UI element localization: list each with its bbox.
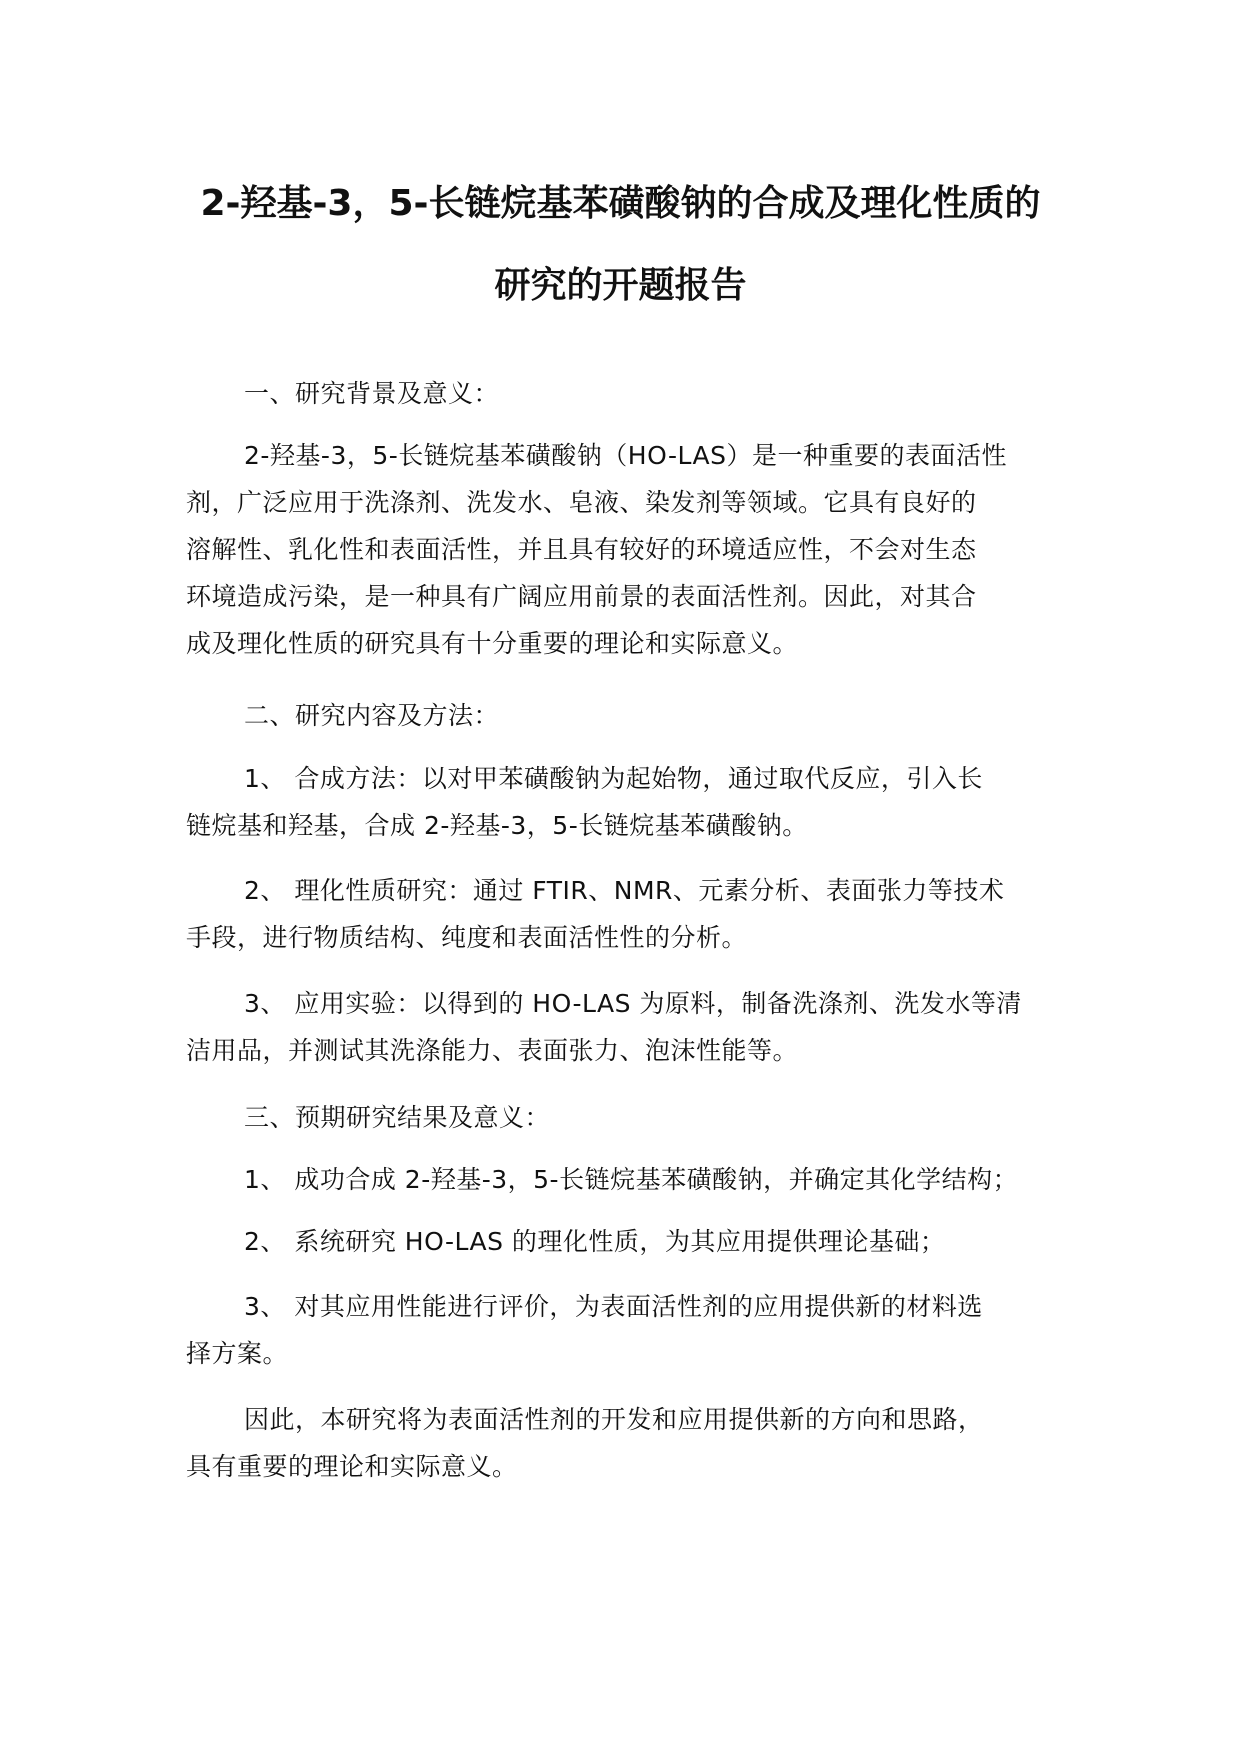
paragraph-line: 2、 理化性质研究：通过 FTIR、NMR、元素分析、表面张力等技术 [244, 876, 1005, 905]
paragraph-line: 剂，广泛应用于洗涤剂、洗发水、皂液、染发剂等领域。它具有良好的 [186, 488, 977, 517]
paragraph-line: 择方案。 [186, 1339, 289, 1368]
paragraph-line: 成及理化性质的研究具有十分重要的理论和实际意义。 [186, 629, 799, 658]
paragraph-line: 因此，本研究将为表面活性剂的开发和应用提供新的方向和思路， [244, 1405, 984, 1434]
paragraph-line: 溶解性、乳化性和表面活性，并且具有较好的环境适应性，不会对生态 [186, 535, 977, 564]
section-1-heading: 一、研究背景及意义： [244, 379, 500, 408]
section-3-heading: 三、预期研究结果及意义： [244, 1103, 551, 1132]
paragraph-line: 3、 对其应用性能进行评价，为表面活性剂的应用提供新的材料选 [244, 1292, 983, 1321]
section-3-item-1 [186, 1156, 1056, 1203]
document-title-line-1: 2-羟基-3，5-长链烷基苯磺酸钠的合成及理化性质的 [200, 183, 1041, 224]
paragraph-line: 2-羟基-3，5-长链烷基苯磺酸钠（HO-LAS）是一种重要的表面活性 [244, 441, 1007, 470]
section-2-item-2 [186, 867, 1056, 961]
paragraph-line: 具有重要的理论和实际意义。 [186, 1452, 518, 1481]
section-3-item-3 [186, 1283, 1056, 1377]
paragraph-line: 链烷基和羟基，合成 2-羟基-3，5-长链烷基苯磺酸钠。 [186, 811, 808, 840]
document-title-line-2: 研究的开题报告 [494, 265, 747, 306]
paragraph-line: 3、 应用实验：以得到的 HO-LAS 为原料，制备洗涤剂、洗发水等清 [244, 989, 1022, 1018]
paragraph-line: 1、 合成方法：以对甲苯磺酸钠为起始物，通过取代反应，引入长 [244, 764, 983, 793]
section-3-item-2 [186, 1218, 1056, 1265]
section-2-heading: 二、研究内容及方法： [244, 701, 500, 730]
section-2-item-3 [186, 980, 1056, 1074]
conclusion-paragraph [186, 1396, 1056, 1490]
section-1-paragraph [186, 432, 1056, 667]
paragraph-line: 1、 成功合成 2-羟基-3，5-长链烷基苯磺酸钠，并确定其化学结构； [244, 1165, 1019, 1194]
paragraph-line: 2、 系统研究 HO-LAS 的理化性质，为其应用提供理论基础； [244, 1227, 946, 1256]
paragraph-line: 洁用品，并测试其洗涤能力、表面张力、泡沫性能等。 [186, 1036, 799, 1065]
paragraph-line: 手段，进行物质结构、纯度和表面活性性的分析。 [186, 923, 748, 952]
paragraph-line: 环境造成污染，是一种具有广阔应用前景的表面活性剂。因此，对其合 [186, 582, 977, 611]
section-2-item-1 [186, 755, 1056, 849]
